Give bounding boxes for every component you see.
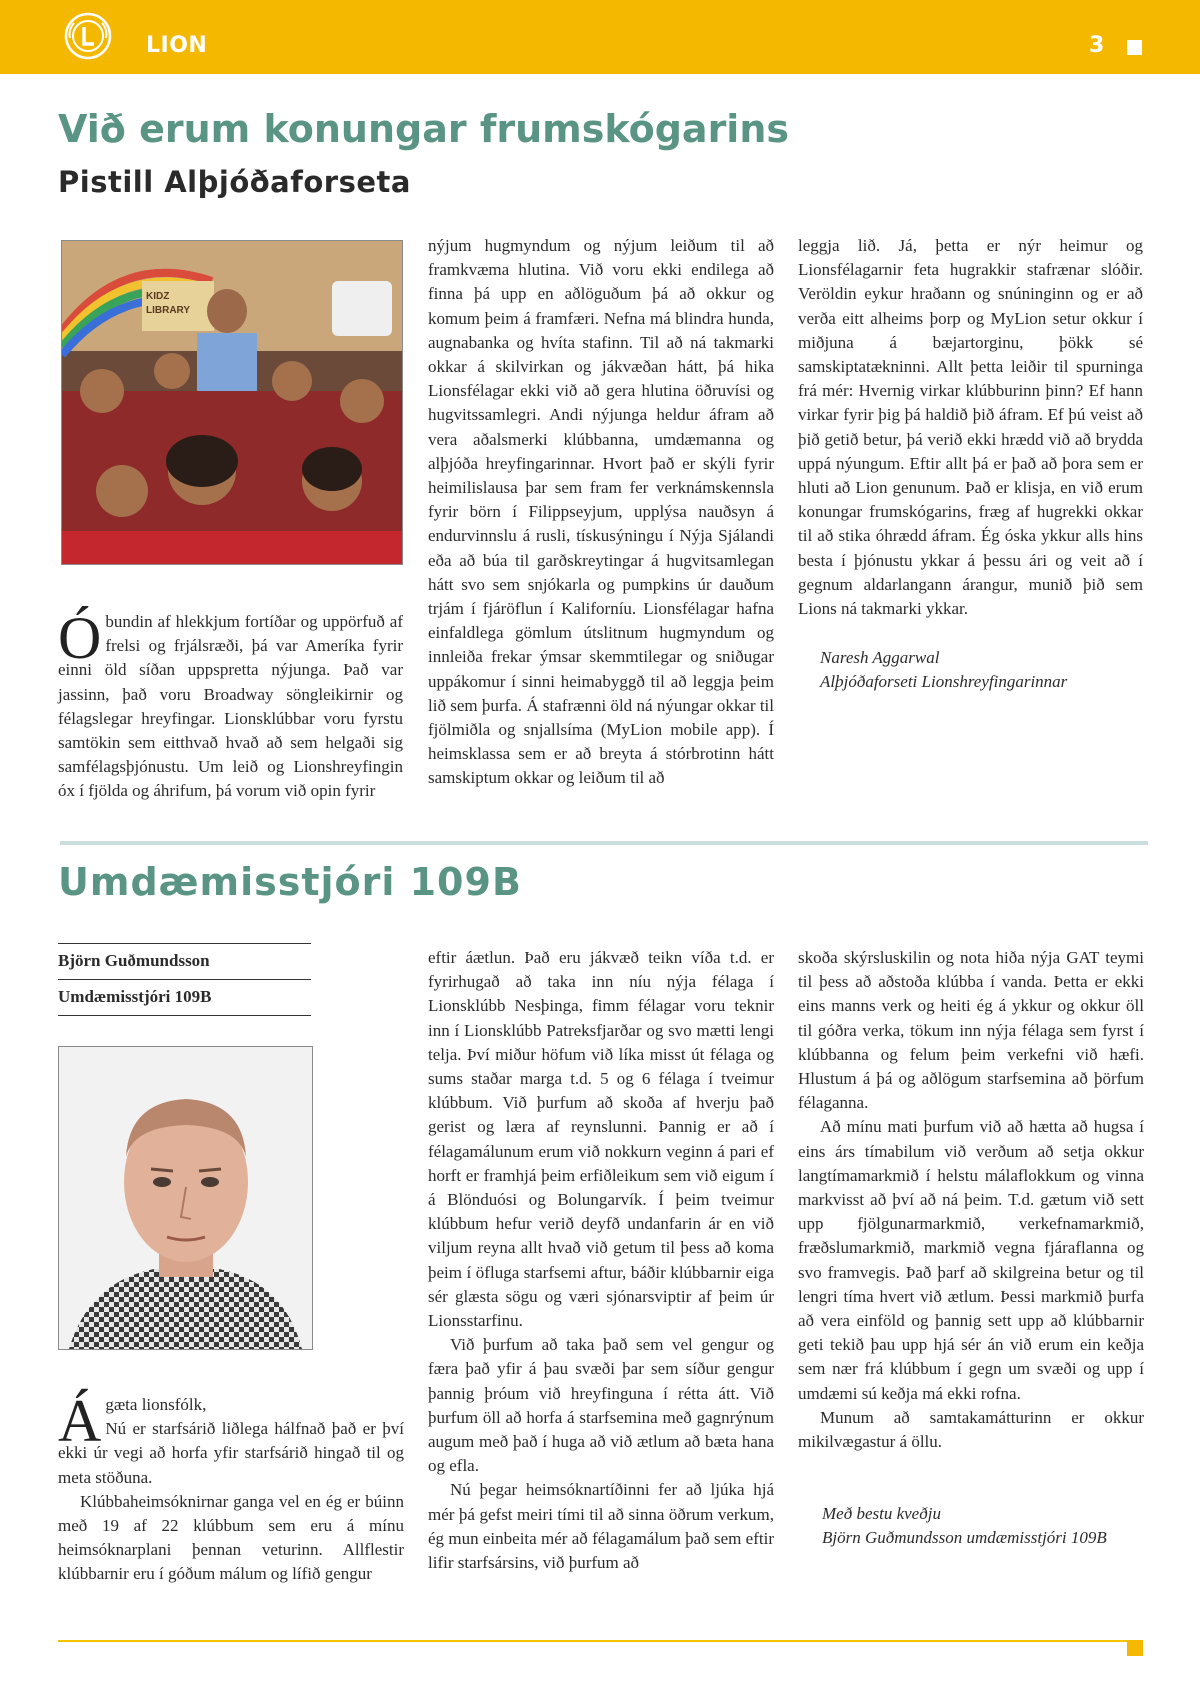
page-number: 3: [1089, 33, 1105, 58]
article1-col3-text: leggja lið. Já, þetta er nýr heimur og Lionsfélagarnir feta hugrakkir stafrænar slóðir. Veröldin eykur hraðann og snúninginn og er að verða eitt alheims þorp og MyLion setur okkur í miðjuna á bæjartorginu, þökk sé samskiptatækninni. Allt þetta leiðir til spurninga frá mér: Hvernig virkar klúbburinn þinn? Ef hann virkar fyrir þig þá haldið þið áfram. Ef þú veist að þið getið betur, þá verið ekki hrædd við að brydda uppá nýungum. Eftir allt þá er það að þora sem er hluti að Lion genunum. Það er klisja, en við erum konungar frumskógarins, fræg af hugrekki okkar til að stika óhrædd áfram. Ég óska ykkur alls hins besta í þjónustu ykkar á þessu ári og veit að í gegnum aldarlangann árangur, munið þið sem Lions ná takmarki ykkar.: [798, 236, 1143, 619]
children-photo: [61, 240, 403, 565]
closing-signature: Björn Guðmundsson umdæmisstjóri 109B: [822, 1528, 1107, 1547]
article2-col1: [58, 1388, 404, 1587]
article2-col2: [428, 946, 774, 1575]
closing-greeting: Með bestu kveðju: [822, 1504, 941, 1523]
photo-sign-line2: LIBRARY: [146, 305, 191, 316]
signature-title: Alþjóðaforseti Lionshreyfingarinnar: [820, 672, 1068, 691]
photo-sign-line1: KIDZ: [146, 291, 170, 302]
article2-col2-p2: Við þurfum að taka það sem vel gengur og færa það yfir á þau svæði þar sem síður gengur þannig þróum við hreyfinguna í rétta átt. Við þurfum öll að horfa á starfsemina með gagnrýnum augum með það í huga að við ætlum að bæta hana og efla.: [428, 1335, 774, 1476]
author-portrait: [58, 1046, 313, 1350]
article2-greeting: gæta lionsfólk,: [105, 1395, 207, 1414]
signature-name: Naresh Aggarwal: [820, 648, 940, 667]
article2-col3-p3: Munum að samtakamátturinn er okkur mikilvægastur á öllu.: [798, 1407, 1144, 1452]
magazine-brand: LION: [146, 33, 208, 58]
page-marker: [1127, 40, 1142, 55]
article2-col1-p1: Nú er starfsárið liðlega hálfnað það er því ekki úr vegi að horfa yfir starfsárið hingað til og meta stöðuna.: [58, 1419, 404, 1487]
article1-col3: [798, 234, 1143, 621]
footer-rule: [58, 1640, 1140, 1642]
article2-col2-p3: Nú þegar heimsóknartíðinni fer að ljúka hjá mér þá gefst meiri tími til að sinna öðrum verkum, ég mun einbeita mér að félagamálum það sem eftir lifir starfsársins, við þurfum að: [428, 1480, 774, 1573]
author-name: Björn Guðmundsson: [58, 943, 311, 979]
article2-col3-p2: Að mínu mati þurfum við að hætta að hugsa í eins árs tímabilum við verðum að setja okkur langtímamarkmið í helstu málaflokkum og vinna markvisst að því að ná þeim. T.d. gætum við sett upp fjölgunarmarkmið, verkefnamarkmið, fræðslumarkmið, markmið vegna fjáraflanna og svo framvegis. Það þarf að skilgreina betur og til lengri tíma hvert við ætlum. Þessi markmið þurfa að vera einföld og þannig sett upp að klúbbarnir geti tekið þau upp hjá sér án við erum ein keðja sem nær frá klúbbum í gegn um svæði og upp í umdæmi sú keðja má ekki rofna.: [798, 1117, 1144, 1403]
article2-col2-p1: eftir áætlun. Það eru jákvæð teikn víða t.d. er fyrirhugað að taka inn níu nýja félaga í Lionsklúbb Nesþinga, fimm félagar voru teknir inn í Lionsklúbb Patreksfjarðar og svo mætti lengi telja. Því miður höfum við líka misst út félaga og sums staðar marga t.d. 5 og 6 félaga í tveimur klúbbum. Við þurfum að skoða af hverju það gerist og læra af reynslunni. Þannig er að í félagamálunum erum við nokkurn veginn á pari ef horft er framhjá þeim erfiðleikum sem við eigum í á Blönduósi og Bolungarvík. Í þeim tveimur klúbbum hefur verið deyfð undanfarin ár en við viljum reyna allt hvað við getum til þess að koma þeim í öfluga starfsemi aftur, báðir klúbbarnir eiga sér glæsta sögu og væri sjónarsviptir af þeim úr Lionsstarfinu.: [428, 948, 774, 1331]
article1-signature: [820, 646, 1067, 694]
article1-col2: [428, 234, 774, 791]
lions-logo-icon: [64, 12, 112, 60]
article1-col1-text: bundin af hlekkjum fortíðar og uppörfuð af frelsi og frjálsræði, þá var Ameríka fyrir einni öld síðan uppspretta nýjunga. Það var jassinn, það voru Broadway söngleikirnir og félagslegar hreyfingar. Lionsklúbbar voru fyrstu samtökin sem eitthvað hvað að sem helgaði sig samfélagsþjónustu. Um leið og Lionshreyfingin óx í fjölda og áhrifum, þá vorum við opin fyrir: [58, 612, 403, 801]
author-box: [58, 943, 311, 1016]
article1-dropcap: Ó: [58, 605, 102, 671]
header-bar: [0, 0, 1200, 74]
article1-col2-text: nýjum hugmyndum og nýjum leiðum til að framkvæma hlutina. Við voru ekki endilega að finna þá upp en aðlöguðum þá að okkur og komum þeim á framfæri. Nefna má blindra hunda, augnabanka og hvíta stafinn. Til að ná takmarki okkar á skilvirkan og jákvæðan hátt, þá hika Lionsfélagar ekki við að gera hlutina öðruvísi og hugvitssamlegri. Andi nýjunga heldur áfram að vera aðalsmerki klúbbanna, umdæmanna og alþjóða hreyfingarinnar. Hvort það er skýli fyrir heimilislausa þar sem fram fer verknámskennsla fyrir börn í Filippseyjum, upplýsa nauðsyn á endurvinnslu á rusli, tískusýningu í Nýja Sjálandi eða að búa til garðskreytingar á hugvitsamlegan hátt svo sem snjókarla og pumpkins úr dauðum trjám í fjáröflun í Kaliforníu. Lionsfélagar hafna einfaldlega gömlum útslitnum hugmyndum og innleiða frekar ýmsar skemmtilegar og sniðugar uppákomur í sinni heimabyggð til að leggja þeim lið sem þurfa. Á stafrænni öld ná nýungar okkar til fjölmiðla og snjallsíma (MyLion mobile app). Í heimsklassa sem er að breyta á stórbrotinn hátt samskiptum okkar og leiðum til að: [428, 236, 774, 788]
section-divider: [60, 841, 1148, 845]
article1-title: Við erum konungar frumskógarins: [58, 107, 789, 151]
article1-subtitle: Pistill Alþjóðaforseta: [58, 165, 411, 199]
article2-closing: [822, 1502, 1107, 1550]
author-role: Umdæmisstjóri 109B: [58, 979, 311, 1016]
article2-col3-p1: skoða skýrsluskilin og nota hiða nýja GAT teymi til þess að aðstoða klúbba í vanda. Þetta er ekki eins manns verk og heiti ég á ykkur og okkur öll til góðra verka, tökum inn nýja félaga sem fyrst í klúbbanna og felum þeim verkefni við hæfi. Hlustum á þá og aðlögum starfsemina að þörfum félaganna.: [798, 948, 1144, 1113]
article2-dropcap: Á: [58, 1388, 102, 1454]
article2-col1-p2: Klúbbaheimsóknirnar ganga vel en ég er búinn með 19 af 22 klúbbum sem eru á mínu heimsóknarplani þennan veturinn. Allflestir klúbbarnir eru í góðum málum og lífið gengur: [58, 1491, 404, 1584]
article2-title: Umdæmisstjóri 109B: [58, 860, 522, 904]
footer-marker: [1127, 1640, 1143, 1656]
article1-col1: [58, 605, 403, 804]
article2-col3: [798, 946, 1144, 1454]
